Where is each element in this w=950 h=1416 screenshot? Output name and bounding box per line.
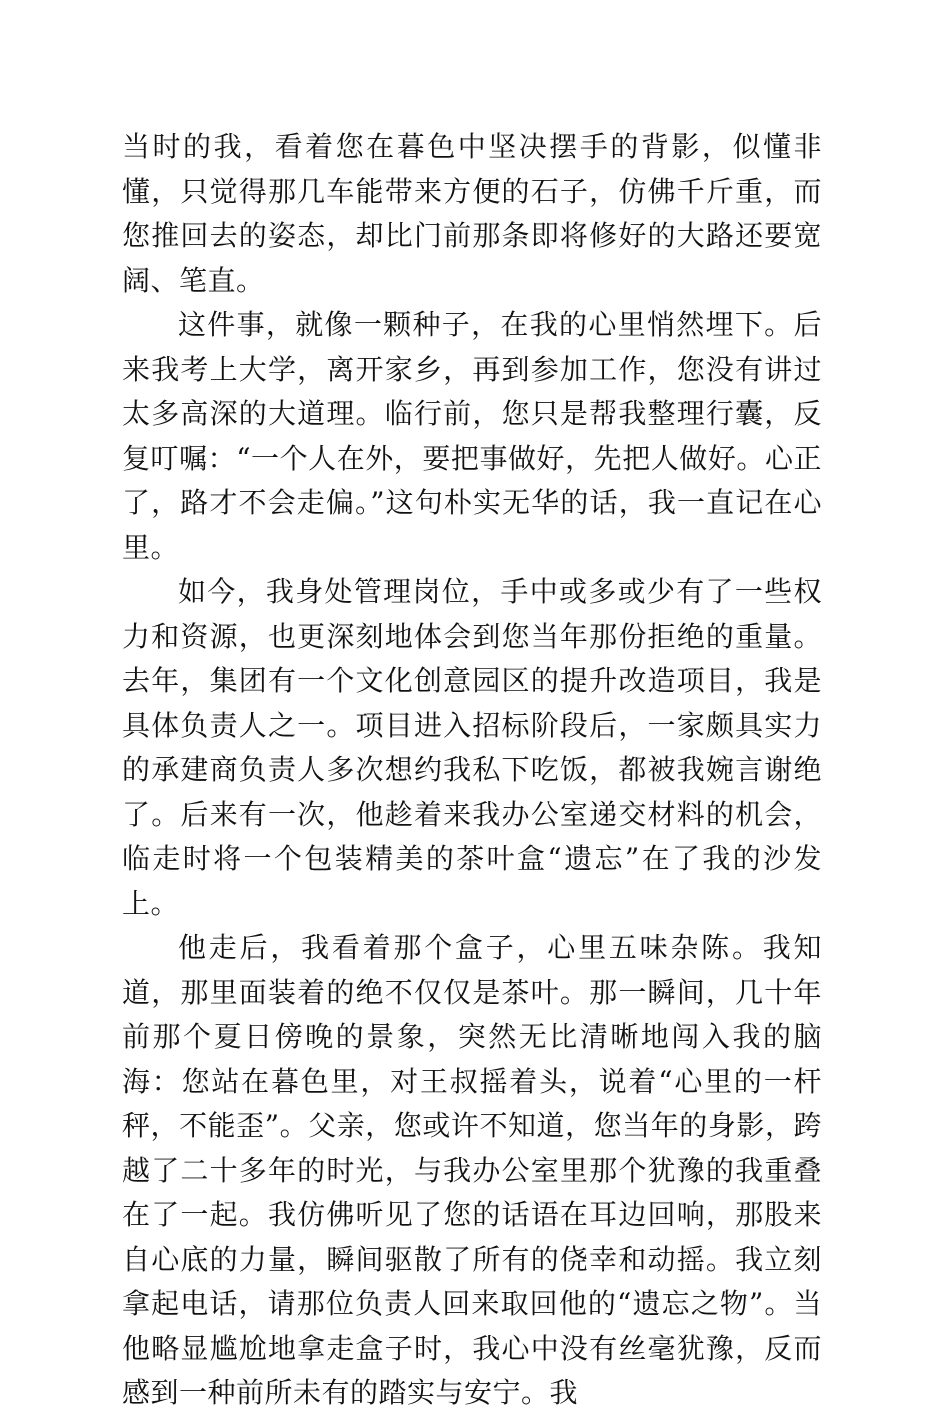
paragraph-4: 他走后，我看着那个盒子，心里五味杂陈。我知道，那里面装着的绝不仅仅是茶叶。那一瞬间，几十年前那个夏日傍晚的景象，突然无比清晰地闯入我的脑海：您站在暮色里，对王叔摇着头，说着“心里的一杆秤，不能歪”。父亲，您或许不知道，您当年的身影，跨越了二十多年的时光，与我办公室里那个犹豫的我重叠在了一起。我仿佛听见了您的话语在耳边回响，那股来自心底的力量，瞬间驱散了所有的侥幸和动摇。我立刻拿起电话，请那位负责人回来取回他的“遗忘之物”。当他略显尴尬地拿走盒子时，我心中没有丝毫犹豫，反而感到一种前所未有的踏实与安宁。我 [122,931,822,1409]
paragraph-1: 当时的我，看着您在暮色中坚决摆手的背影，似懂非懂，只觉得那几车能带来方便的石子，仿佛千斤重，而您推回去的姿态，却比门前那条即将修好的大路还要宽阔、笔直。 [122,130,822,297]
body-text [122,125,822,1416]
paragraph-3: 如今，我身处管理岗位，手中或多或少有了一些权力和资源，也更深刻地体会到您当年那份拒绝的重量。去年，集团有一个文化创意园区的提升改造项目，我是具体负责人之一。项目进入招标阶段后，一家颇具实力的承建商负责人多次想约我私下吃饭，都被我婉言谢绝了。后来有一次，他趁着来我办公室递交材料的机会，临走时将一个包装精美的茶叶盒“遗忘”在了我的沙发上。 [122,575,822,920]
paragraph-2: 这件事，就像一颗种子，在我的心里悄然埋下。后来我考上大学，离开家乡，再到参加工作，您没有讲过太多高深的大道理。临行前，您只是帮我整理行囊，反复叮嘱：“一个人在外，要把事做好，先把人做好。心正了，路才不会走偏。”这句朴实无华的话，我一直记在心里。 [122,308,822,564]
